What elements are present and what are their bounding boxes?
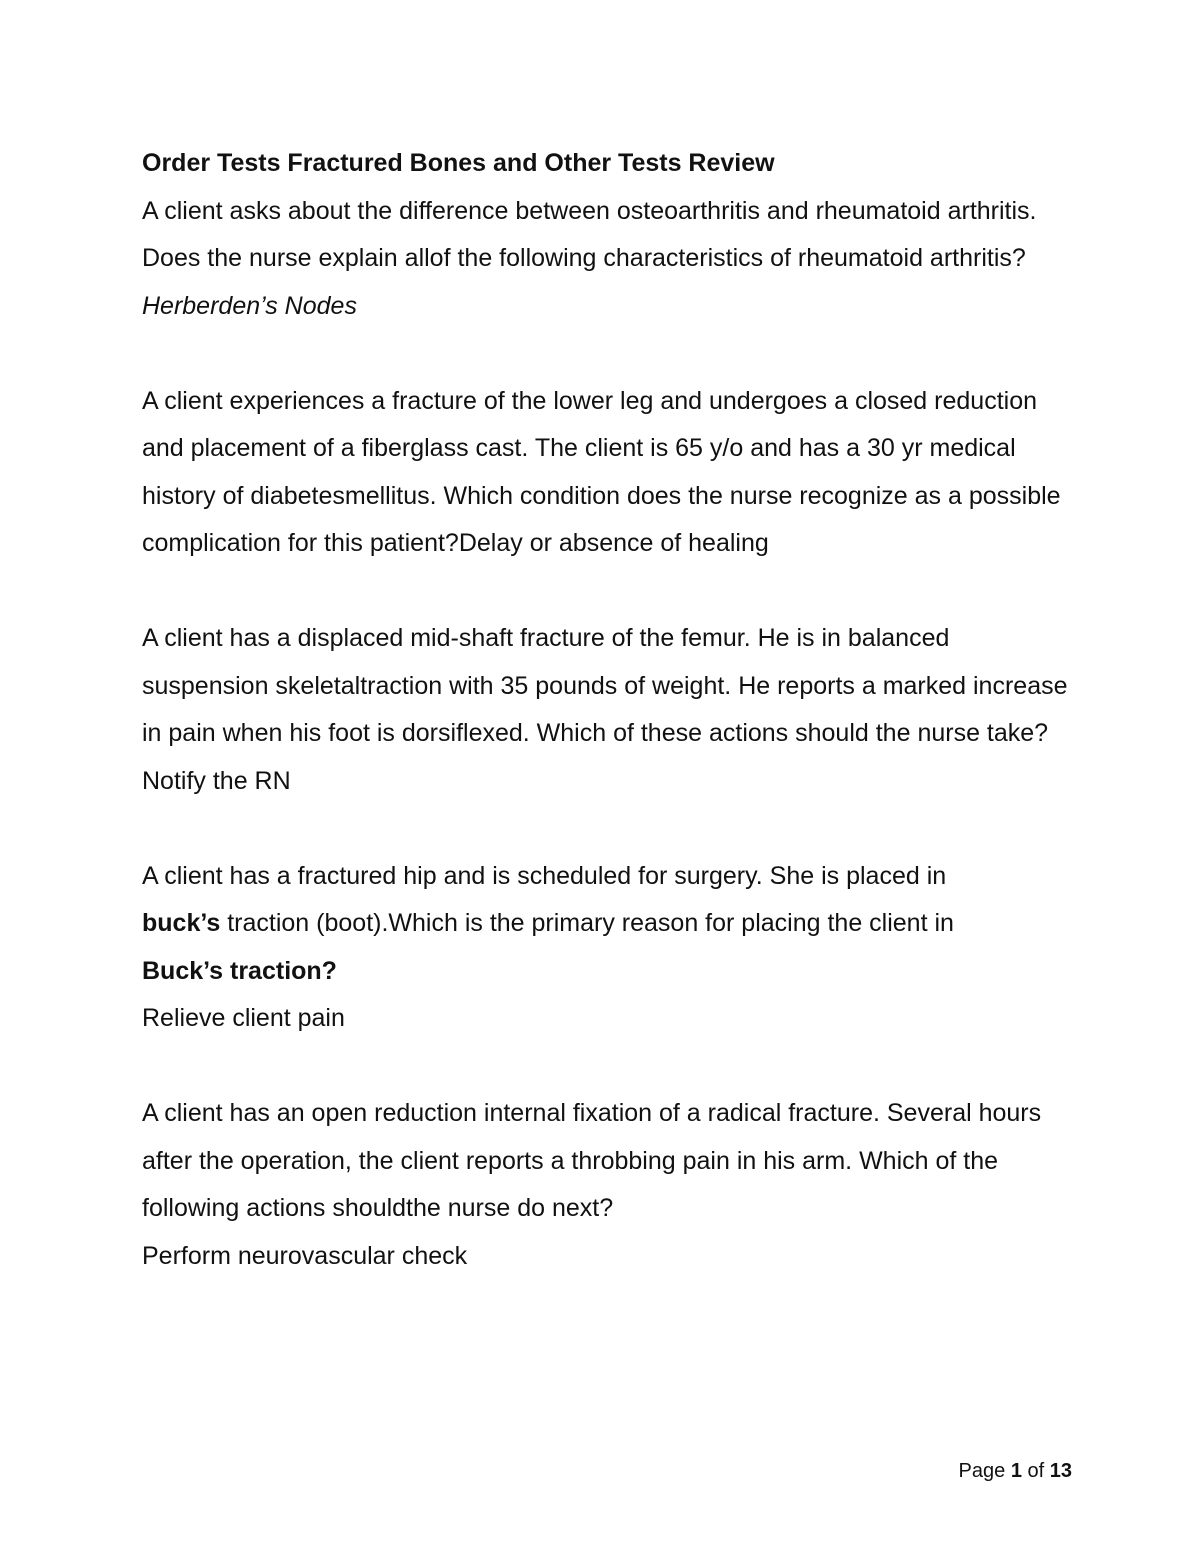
answer-2: Delay or absence of healing <box>458 529 769 557</box>
question-5: A client has an open reduction internal fixation of a radical fracture. Several hours after the operation, the client reports a throbbing pain in his arm. Which of the following actions shouldthe nurse do next? <box>142 1099 1042 1222</box>
question-3: A client has a displaced mid-shaft fracture of the femur. He is in balanced suspension skeletaltraction with 35 pounds of weight. He reports a marked increase in pain when his foot is dorsiflexed. Which of these actions should the nurse take? <box>142 624 1068 747</box>
document-title: Order Tests Fractured Bones and Other Tests Review <box>142 149 775 177</box>
answer-1: Herberden’s Nodes <box>142 291 357 320</box>
question-4 <box>142 853 1072 996</box>
spacer <box>142 1043 1072 1091</box>
question-4-bold2: Buck’s traction? <box>142 956 337 985</box>
question-4-part2: traction (boot).Which is the primary reason for placing the client in <box>220 909 954 937</box>
page-label: Page <box>958 1460 1006 1482</box>
page-footer <box>959 1458 1072 1484</box>
question-2-text: A client experiences a fracture of the lower leg and undergoes a closed reduction and placement of a fiberglass cast. The client is 65 y/o and has a 30 yr medical history of diabetesmellitus. Which condition does the nurse recognize as a possible complication for this patient? <box>142 386 1061 557</box>
page-number: 1 <box>1010 1460 1022 1482</box>
of-label: of <box>1027 1460 1045 1482</box>
answer-3: Notify the RN <box>142 766 291 795</box>
document-content <box>142 140 1072 1280</box>
answer-5: Perform neurovascular check <box>142 1241 468 1270</box>
question-1: A client asks about the difference between osteoarthritis and rheumatoid arthritis. Does the nurse explain allof the following characteristics of rheumatoid arthritis? <box>142 196 1037 272</box>
question-2 <box>142 378 1072 568</box>
spacer <box>142 568 1072 616</box>
spacer <box>142 330 1072 378</box>
question-4-part1: A client has a fractured hip and is scheduled for surgery. She is placed in <box>142 861 947 890</box>
spacer <box>142 805 1072 853</box>
page-total: 13 <box>1049 1460 1072 1482</box>
answer-4: Relieve client pain <box>142 1004 345 1032</box>
question-4-bold1: buck’s <box>142 909 221 937</box>
